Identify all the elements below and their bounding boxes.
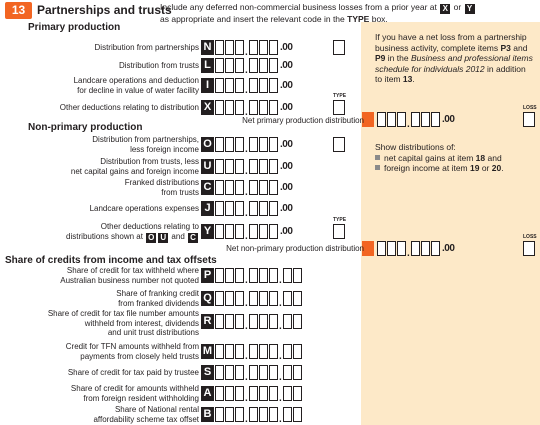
digit-box[interactable] <box>235 365 244 380</box>
field-letter-u: U <box>201 159 214 174</box>
digit-box[interactable] <box>225 159 234 174</box>
digit-box[interactable] <box>269 58 278 73</box>
loss-box[interactable] <box>523 241 535 256</box>
digit-box[interactable] <box>249 344 258 359</box>
digit-box[interactable] <box>249 58 258 73</box>
cents-box[interactable] <box>283 386 292 401</box>
bullet-icon <box>375 165 380 170</box>
digit-box[interactable] <box>269 180 278 195</box>
comma-separator: . <box>245 187 248 198</box>
cents-box[interactable] <box>283 268 292 283</box>
digit-box[interactable] <box>249 201 258 216</box>
comma-separator: . <box>245 275 248 286</box>
digit-box[interactable] <box>259 314 268 329</box>
digit-box[interactable] <box>269 137 278 152</box>
partnership-loss-note: If you have a net loss from a partnership business activity, complete items P3 and P9 in the Business and professional items schedule for individuals 2012 in addition to item 13. <box>375 32 533 84</box>
field-letter-x: X <box>201 100 214 115</box>
digit-box[interactable] <box>269 407 278 422</box>
digit-box[interactable] <box>269 40 278 55</box>
digit-box[interactable] <box>235 58 244 73</box>
digit-box[interactable] <box>215 314 224 329</box>
item-title: Partnerships and trusts <box>37 3 172 17</box>
digit-box[interactable] <box>225 137 234 152</box>
digit-box[interactable] <box>225 224 234 239</box>
digit-box[interactable] <box>215 291 224 306</box>
digit-box[interactable] <box>235 344 244 359</box>
field-label: Other deductions relating to distribution <box>59 102 199 112</box>
digit-box[interactable] <box>377 112 386 127</box>
net-primary-label: Net primary production distribution <box>242 116 364 125</box>
digit-box[interactable] <box>377 241 386 256</box>
comma-separator: . <box>407 248 410 259</box>
cents-box[interactable] <box>293 407 302 422</box>
field-label: Landcare operations and deduction for decline in value of water facility <box>73 76 199 95</box>
field-letter-p: P <box>201 268 214 283</box>
cents-box[interactable] <box>293 365 302 380</box>
field-label: Share of credit for tax withheld where Australian business number not quoted <box>60 266 199 285</box>
comma-separator: . <box>245 321 248 332</box>
digit-box[interactable] <box>387 241 396 256</box>
digit-box[interactable] <box>249 386 258 401</box>
cents-box[interactable] <box>293 314 302 329</box>
cents-box[interactable] <box>293 291 302 306</box>
cents-label: .00 <box>280 139 293 150</box>
digit-box[interactable] <box>235 137 244 152</box>
comma-separator: . <box>245 351 248 362</box>
digit-box[interactable] <box>215 344 224 359</box>
digit-box[interactable] <box>249 100 258 115</box>
digit-box[interactable] <box>215 224 224 239</box>
key-letter-y: Y <box>465 4 475 14</box>
digit-box[interactable] <box>259 100 268 115</box>
digit-box[interactable] <box>225 201 234 216</box>
field-letter-s: S <box>201 365 214 380</box>
digit-box[interactable] <box>235 159 244 174</box>
digit-box[interactable] <box>259 137 268 152</box>
digit-box[interactable] <box>215 137 224 152</box>
digit-box[interactable] <box>259 159 268 174</box>
comma-separator: . <box>245 107 248 118</box>
cents-box[interactable] <box>283 407 292 422</box>
type-box[interactable] <box>333 137 345 152</box>
digit-box[interactable] <box>269 224 278 239</box>
comma-separator: . <box>245 166 248 177</box>
field-label: Share of franking credit from franked dividends <box>116 289 199 308</box>
net-nonprimary-label: Net non-primary production distribution <box>226 244 364 253</box>
comma-separator: . <box>245 47 248 58</box>
field-letter-j: J <box>201 201 214 216</box>
digit-box[interactable] <box>225 100 234 115</box>
digit-box[interactable] <box>269 268 278 283</box>
section-primary-production: Primary production <box>28 22 121 33</box>
digit-box[interactable] <box>259 268 268 283</box>
field-label: Landcare operations expenses <box>89 203 199 213</box>
digit-box[interactable] <box>225 58 234 73</box>
cents-label: .00 <box>280 60 293 71</box>
digit-box[interactable] <box>249 40 258 55</box>
digit-box[interactable] <box>259 224 268 239</box>
digit-box[interactable] <box>269 100 278 115</box>
digit-box[interactable] <box>259 365 268 380</box>
decimal-point: . <box>279 372 282 383</box>
cents-box[interactable] <box>293 268 302 283</box>
key-letter-o: O <box>148 232 155 242</box>
cents-label: .00 <box>442 114 455 125</box>
item-number-badge: 13 <box>5 2 32 19</box>
field-label: Share of credit for tax file number amounts withheld from interest, dividends and unit trust distributions <box>47 309 199 338</box>
digit-box[interactable] <box>269 78 278 93</box>
field-letter-q: Q <box>201 291 214 306</box>
loss-box[interactable] <box>523 112 535 127</box>
comma-separator: . <box>245 414 248 425</box>
digit-box[interactable] <box>431 241 440 256</box>
comma-separator: . <box>245 298 248 309</box>
item-instructions: Include any deferred non-commercial business losses from a prior year at X or Y as appropriate and insert the relevant code in the TYPE box. <box>160 2 476 25</box>
type-label: TYPE <box>333 93 347 99</box>
digit-box[interactable] <box>259 386 268 401</box>
digit-box[interactable] <box>215 100 224 115</box>
comma-separator: . <box>245 65 248 76</box>
field-label: Credit for TFN amounts withheld from payments from closely held trusts <box>65 342 199 361</box>
digit-box[interactable] <box>215 159 224 174</box>
digit-box[interactable] <box>225 78 234 93</box>
digit-box[interactable] <box>259 58 268 73</box>
field-letter-r: R <box>201 314 214 329</box>
digit-box[interactable] <box>397 112 406 127</box>
digit-box[interactable] <box>225 407 234 422</box>
type-box[interactable] <box>333 100 345 115</box>
decimal-point: . <box>279 351 282 362</box>
cents-box[interactable] <box>293 386 302 401</box>
field-label: Share of credit for amounts withheld from foreign resident withholding <box>70 384 199 403</box>
field-label: Distribution from partnerships <box>94 42 199 52</box>
digit-box[interactable] <box>249 365 258 380</box>
field-letter-l: L <box>201 58 214 73</box>
digit-box[interactable] <box>225 386 234 401</box>
field-label: Franked distributions from trusts <box>124 178 199 197</box>
key-letter-c: C <box>188 233 198 243</box>
decimal-point: . <box>279 275 282 286</box>
digit-box[interactable] <box>411 241 420 256</box>
digit-box[interactable] <box>215 78 224 93</box>
field-letter-m: M <box>202 345 213 357</box>
digit-box[interactable] <box>225 180 234 195</box>
digit-box[interactable] <box>249 180 258 195</box>
digit-box[interactable] <box>259 78 268 93</box>
digit-box[interactable] <box>235 40 244 55</box>
field-letter-y: Y <box>201 224 214 239</box>
digit-box[interactable] <box>215 407 224 422</box>
digit-box[interactable] <box>431 112 440 127</box>
digit-box[interactable] <box>225 40 234 55</box>
digit-box[interactable] <box>235 386 244 401</box>
show-distributions-note: Show distributions of: net capital gains at item 18 and foreign income at item 19 or 20. <box>375 142 504 173</box>
comma-separator: . <box>245 231 248 242</box>
digit-box[interactable] <box>235 100 244 115</box>
cents-box[interactable] <box>293 344 302 359</box>
digit-box[interactable] <box>249 268 258 283</box>
cents-label: .00 <box>280 42 293 53</box>
field-label: Other deductions relating to distributions shown at O U and C <box>66 222 199 242</box>
digit-box[interactable] <box>259 291 268 306</box>
digit-box[interactable] <box>235 268 244 283</box>
field-letter-a: A <box>201 386 214 401</box>
cents-box[interactable] <box>283 365 292 380</box>
bullet-icon <box>375 155 380 160</box>
digit-box[interactable] <box>249 407 258 422</box>
digit-box[interactable] <box>259 40 268 55</box>
digit-box[interactable] <box>249 291 258 306</box>
field-letter-n: N <box>201 40 214 55</box>
digit-box[interactable] <box>387 112 396 127</box>
comma-separator: . <box>245 393 248 404</box>
cents-label: .00 <box>280 226 293 237</box>
decimal-point: . <box>279 393 282 404</box>
digit-box[interactable] <box>225 268 234 283</box>
digit-box[interactable] <box>225 291 234 306</box>
decimal-point: . <box>279 414 282 425</box>
comma-separator: . <box>245 208 248 219</box>
cents-label: .00 <box>280 80 293 91</box>
digit-box[interactable] <box>421 112 430 127</box>
cents-box[interactable] <box>283 314 292 329</box>
digit-box[interactable] <box>269 314 278 329</box>
digit-box[interactable] <box>225 314 234 329</box>
digit-box[interactable] <box>225 365 234 380</box>
digit-box[interactable] <box>259 180 268 195</box>
digit-box[interactable] <box>397 241 406 256</box>
digit-box[interactable] <box>249 137 258 152</box>
digit-box[interactable] <box>225 344 234 359</box>
digit-box[interactable] <box>259 407 268 422</box>
cents-box[interactable] <box>283 344 292 359</box>
field-letter-c: C <box>201 180 214 195</box>
digit-box[interactable] <box>269 201 278 216</box>
field-label: Distribution from trusts, less net capital gains and foreign income <box>70 157 199 176</box>
cents-label: .00 <box>280 102 293 113</box>
digit-box[interactable] <box>215 180 224 195</box>
digit-box[interactable] <box>215 201 224 216</box>
digit-box[interactable] <box>269 159 278 174</box>
digit-box[interactable] <box>235 78 244 93</box>
type-box[interactable] <box>333 40 345 55</box>
comma-separator: . <box>245 85 248 96</box>
field-label: Share of credit for tax paid by trustee <box>67 367 199 377</box>
digit-box[interactable] <box>411 112 420 127</box>
digit-box[interactable] <box>269 344 278 359</box>
type-label: TYPE <box>333 217 347 223</box>
digit-box[interactable] <box>215 386 224 401</box>
field-label: Distribution from trusts <box>118 60 199 70</box>
digit-box[interactable] <box>215 365 224 380</box>
digit-box[interactable] <box>235 224 244 239</box>
cents-label: .00 <box>442 243 455 254</box>
digit-box[interactable] <box>235 291 244 306</box>
digit-box[interactable] <box>235 201 244 216</box>
digit-box[interactable] <box>249 314 258 329</box>
section-credits: Share of credits from income and tax offsets <box>5 255 217 266</box>
decimal-point: . <box>279 298 282 309</box>
digit-box[interactable] <box>215 268 224 283</box>
comma-separator: . <box>245 144 248 155</box>
loss-label: LOSS <box>523 234 537 240</box>
loss-label: LOSS <box>523 105 537 111</box>
field-letter-i: I <box>201 78 214 93</box>
digit-box[interactable] <box>259 344 268 359</box>
cents-box[interactable] <box>283 291 292 306</box>
digit-box[interactable] <box>269 365 278 380</box>
field-label: Distribution from partnerships, less foreign income <box>92 135 199 154</box>
comma-separator: . <box>245 372 248 383</box>
digit-box[interactable] <box>269 386 278 401</box>
digit-box[interactable] <box>215 58 224 73</box>
digit-box[interactable] <box>269 291 278 306</box>
key-letter-x: X <box>440 4 450 14</box>
digit-box[interactable] <box>249 78 258 93</box>
field-letter-b: B <box>201 407 214 422</box>
digit-box[interactable] <box>249 224 258 239</box>
cents-label: .00 <box>280 203 293 214</box>
field-label: Share of National rental affordability scheme tax offset <box>93 405 199 424</box>
cents-label: .00 <box>280 161 293 172</box>
key-letter-u: U <box>158 233 168 243</box>
decimal-point: . <box>279 321 282 332</box>
digit-box[interactable] <box>421 241 430 256</box>
section-non-primary-production: Non-primary production <box>28 122 143 133</box>
comma-separator: . <box>407 119 410 130</box>
field-letter-o: O <box>201 137 214 152</box>
type-box[interactable] <box>333 224 345 239</box>
digit-box[interactable] <box>235 180 244 195</box>
digit-box[interactable] <box>235 314 244 329</box>
cents-label: .00 <box>280 182 293 193</box>
digit-box[interactable] <box>235 407 244 422</box>
digit-box[interactable] <box>259 201 268 216</box>
digit-box[interactable] <box>215 40 224 55</box>
digit-box[interactable] <box>249 159 258 174</box>
